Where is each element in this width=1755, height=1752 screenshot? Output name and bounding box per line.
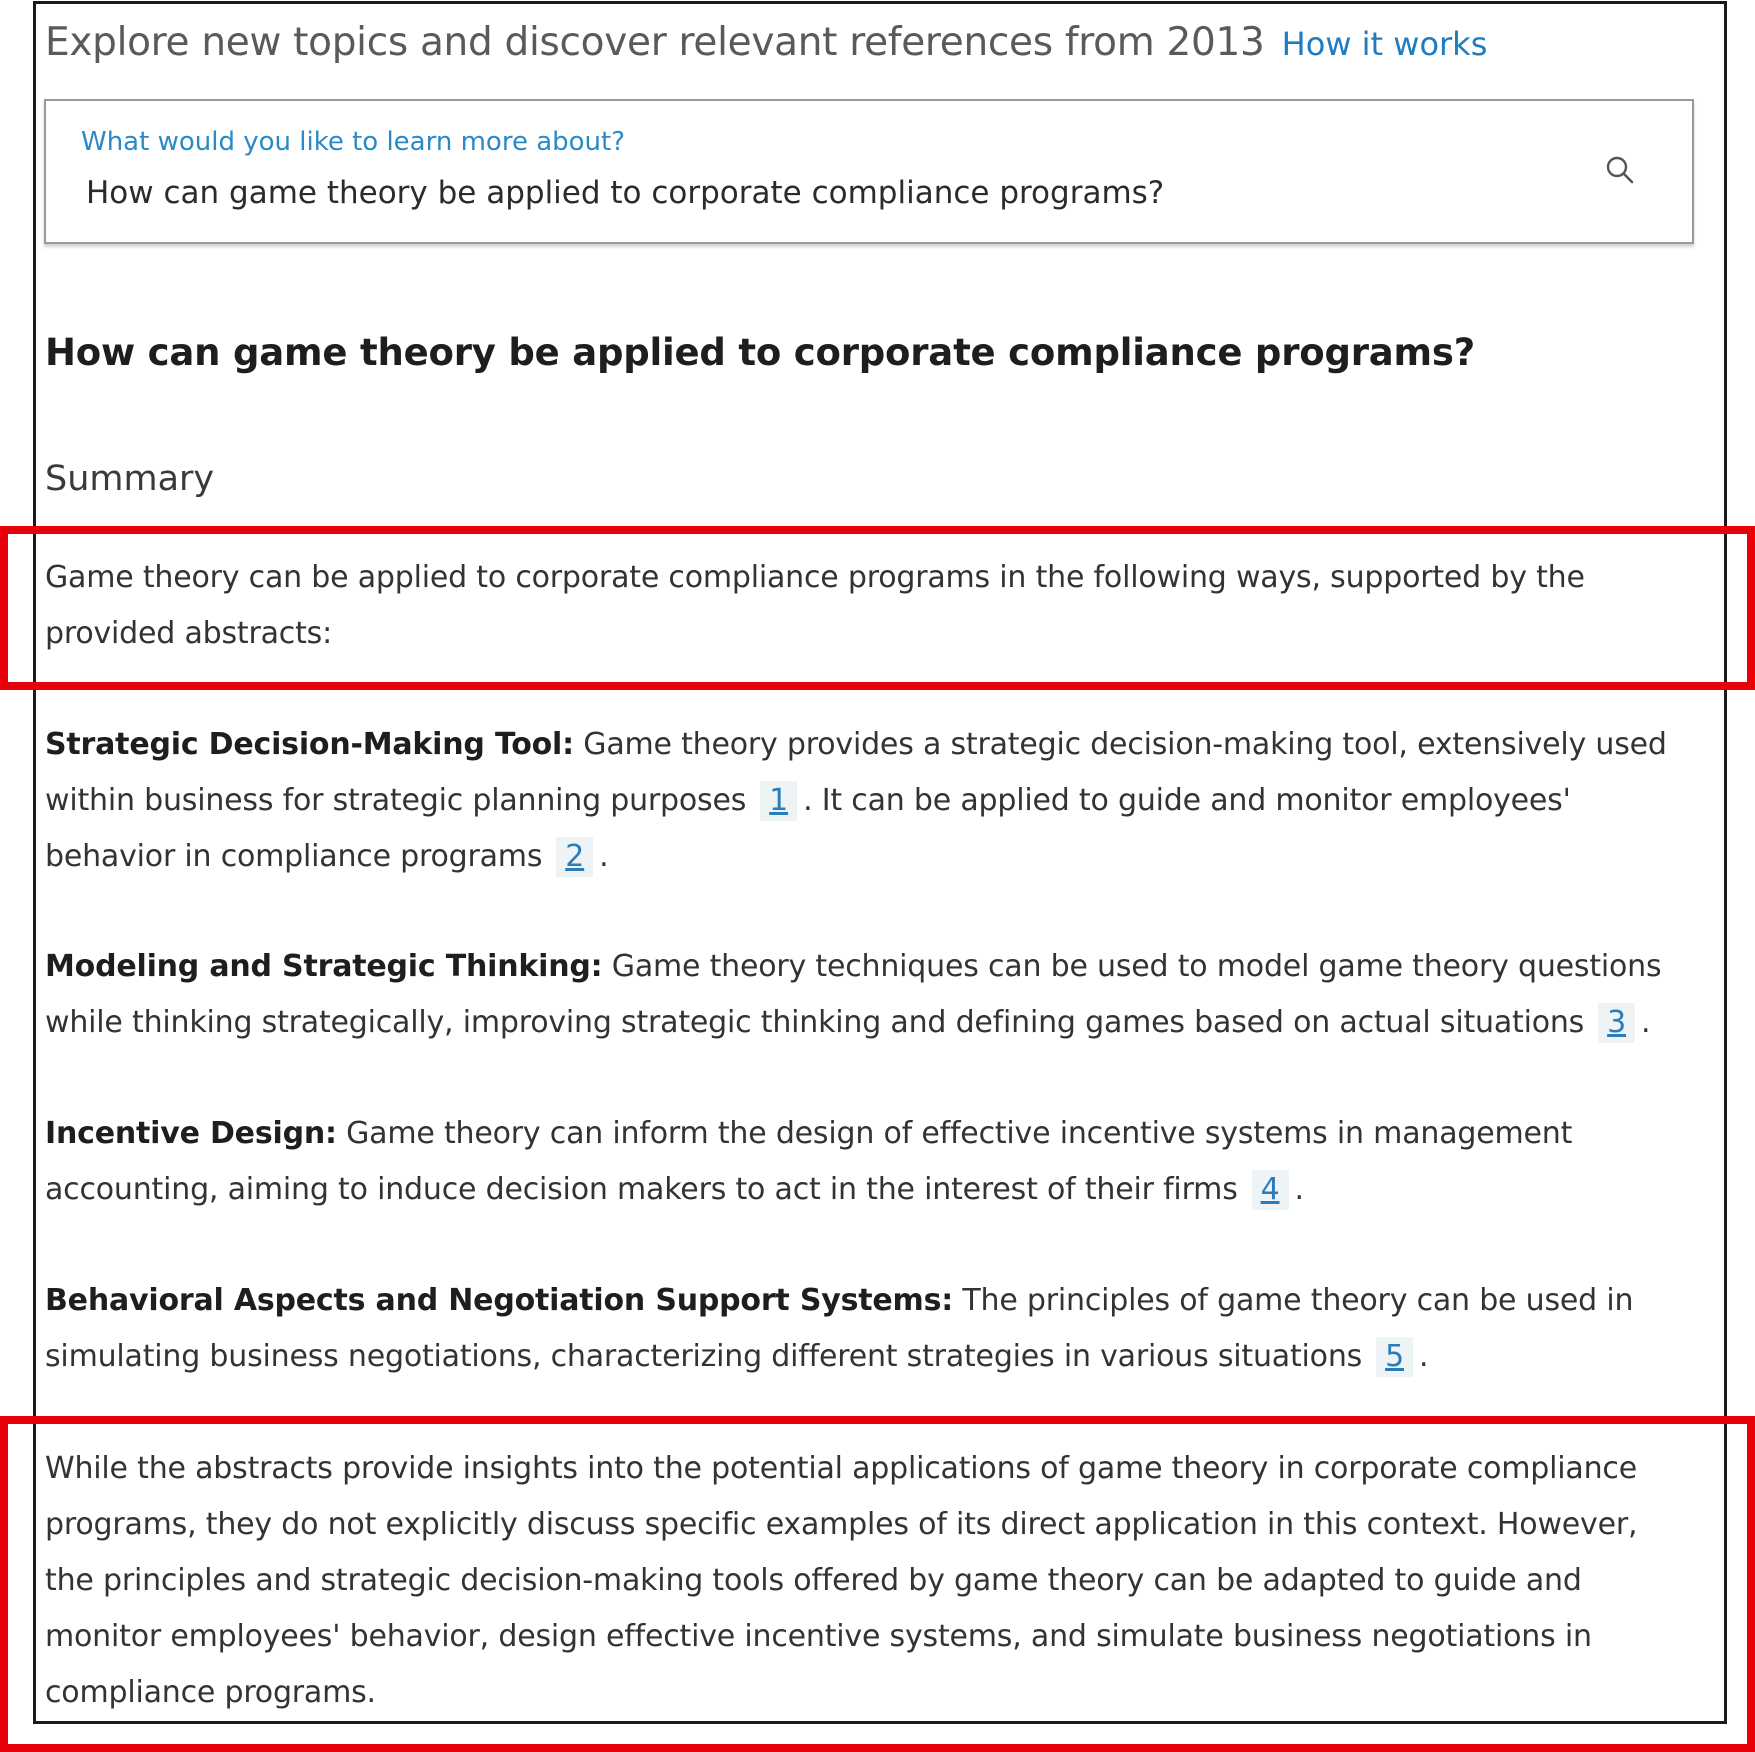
point-behavioral-negotiation	[45, 1273, 1685, 1385]
point-text: .	[1294, 1172, 1304, 1207]
search-label: What would you like to learn more about?	[81, 127, 626, 157]
point-title: Modeling and Strategic Thinking:	[45, 949, 603, 984]
point-title: Behavioral Aspects and Negotiation Support Systems:	[45, 1283, 954, 1318]
point-modeling-strategic-thinking	[45, 939, 1685, 1051]
point-text: Game theory can inform the design of effective incentive systems in management accounting, aiming to induce decision makers to act in the interest of their firms	[45, 1116, 1573, 1207]
question-title: How can game theory be applied to corporate compliance programs?	[45, 331, 1476, 374]
point-title: Incentive Design:	[45, 1116, 337, 1151]
page-heading: Explore new topics and discover relevant references from 2013	[45, 20, 1265, 65]
citation-link-2[interactable]: 2	[556, 837, 593, 877]
point-strategic-decision-making	[45, 717, 1685, 885]
citation-link-3[interactable]: 3	[1598, 1003, 1635, 1043]
citation-link-4[interactable]: 4	[1252, 1170, 1289, 1210]
point-title: Strategic Decision-Making Tool:	[45, 727, 574, 762]
point-text: . It can be applied to guide and monitor employees' behavior in compliance programs	[45, 783, 1571, 874]
citation-link-5[interactable]: 5	[1376, 1337, 1413, 1377]
point-text: .	[599, 839, 609, 874]
point-text: Game theory provides a strategic decision-making tool, extensively used within business for strategic planning purposes	[45, 727, 1667, 818]
page-header	[45, 20, 1487, 65]
point-text: Game theory techniques can be used to model game theory questions while thinking strategically, improving strategic thinking and defining games based on actual situations	[45, 949, 1662, 1040]
point-text: The principles of game theory can be used in simulating business negotiations, characterizing different strategies in various situations	[45, 1283, 1634, 1374]
point-text: .	[1418, 1339, 1429, 1374]
point-incentive-design	[45, 1106, 1685, 1218]
point-text: .	[1641, 1005, 1651, 1040]
summary-conclusion: While the abstracts provide insights into the potential applications of game theory in corporate compliance programs, they do not explicitly discuss specific examples of its direct application in this context. However, the principles and strategic decision-making tools offered by game theory can be adapted to guide and monitor employees' behavior, design effective incentive systems, and simulate business negotiations in compliance programs.	[45, 1451, 1638, 1710]
citation-link-1[interactable]: 1	[760, 781, 797, 821]
search-icon[interactable]	[1603, 153, 1637, 187]
how-it-works-link[interactable]: How it works	[1281, 25, 1488, 63]
search-box[interactable]	[44, 99, 1694, 244]
summary-heading: Summary	[45, 459, 215, 499]
summary-intro: Game theory can be applied to corporate compliance programs in the following ways, supported by the provided abstracts:	[45, 560, 1585, 651]
search-input[interactable]	[86, 175, 1566, 211]
